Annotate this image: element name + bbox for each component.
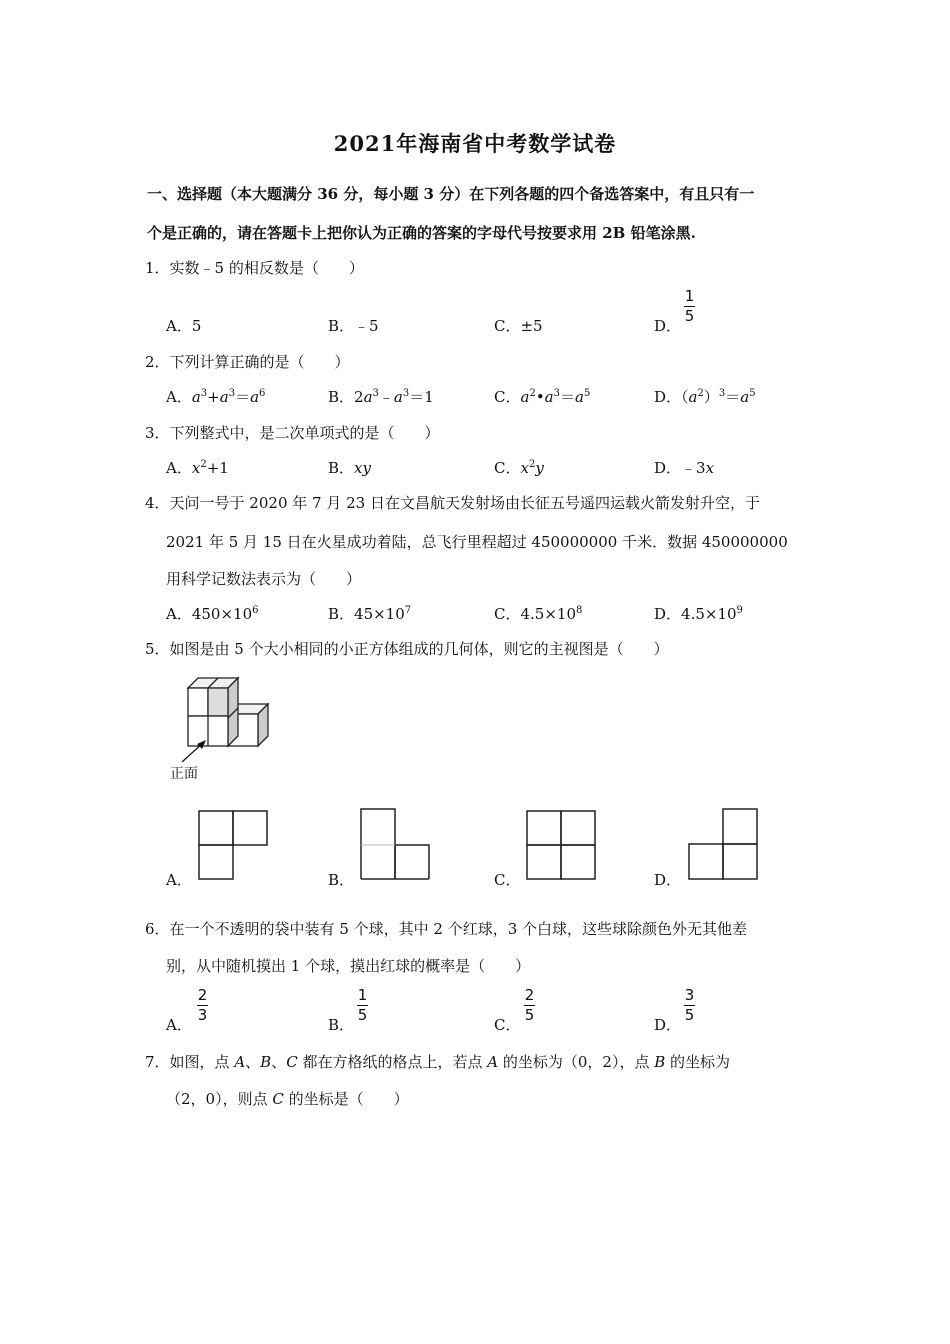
- page-title: 2021年海南省中考数学试卷: [333, 131, 617, 156]
- q2-option-c-label: C．: [494, 388, 521, 406]
- q4-option-d[interactable]: [654, 603, 743, 624]
- fraction-denominator: 5: [524, 1006, 535, 1024]
- fraction-denominator: 3: [197, 1006, 208, 1024]
- q2-option-c-formula: $a^2•a^3=a^5$: [520, 388, 591, 406]
- point-a-label: A: [487, 1053, 499, 1071]
- q6-option-a[interactable]: [166, 1014, 192, 1035]
- q5-option-a[interactable]: [166, 869, 192, 890]
- q1-option-a[interactable]: [166, 315, 201, 336]
- question-4-line2: 2021 年 5 月 15 日在火星成功着陆，总飞行里程超过 450000000 千米．数据 450000000: [166, 533, 788, 551]
- q3-option-c[interactable]: [494, 457, 544, 478]
- q5-option-c[interactable]: [494, 869, 520, 890]
- q3-option-b[interactable]: [328, 457, 371, 478]
- q2-option-b-label: B．: [328, 388, 355, 406]
- q1-option-d-label: D．: [654, 317, 682, 335]
- fraction-numerator: 2: [524, 986, 535, 1004]
- point-b-label: B: [260, 1053, 272, 1071]
- q1-option-c[interactable]: [494, 315, 543, 336]
- q1-option-d-fraction: [684, 288, 695, 325]
- q1-option-a-text: 5: [191, 317, 202, 335]
- point-a-label: A: [234, 1053, 246, 1071]
- fraction-denominator: 5: [684, 307, 695, 325]
- question-3-stem: 3．下列整式中，是二次单项式的是（ ）: [145, 424, 440, 442]
- q5-option-a-label: A．: [166, 871, 192, 889]
- q4-option-b-label: B．: [328, 605, 355, 623]
- q6-option-c[interactable]: [494, 1014, 520, 1035]
- q2-option-d-formula: $(a^2)^3=a^5$: [681, 388, 756, 406]
- q3-option-a-label: A．: [166, 459, 192, 477]
- fraction-numerator: 3: [684, 986, 695, 1004]
- fraction-numerator: 1: [684, 287, 695, 305]
- q5-option-b-label: B．: [328, 871, 355, 889]
- q3-option-a-formula: $x^2+1$: [191, 459, 229, 477]
- q6-option-b-label: B．: [328, 1016, 355, 1034]
- fraction-denominator: 5: [684, 1006, 695, 1024]
- section-instructions-line2: 个是正确的，请在答题卡上把你认为正确的答案的字母代号按要求用 2B 铅笔涂黑.: [147, 224, 696, 242]
- q3-option-c-label: C．: [494, 459, 521, 477]
- q4-option-c-formula: $4.5\times 10^8$: [520, 605, 583, 623]
- q3-option-d-text: ﹣3: [681, 459, 706, 477]
- q7-text: （2，0），则点: [166, 1090, 273, 1108]
- q5-option-b[interactable]: [328, 869, 354, 890]
- q2-option-a-formula: $a^3+a^3=a^6$: [191, 388, 266, 406]
- q3-option-c-formula: $x^2y$: [520, 459, 544, 477]
- q7-text: 的坐标是（ ）: [283, 1090, 409, 1108]
- question-1-stem: 1．实数﹣5 的相反数是（ ）: [145, 259, 364, 277]
- q6-option-b-fraction: [357, 987, 368, 1024]
- front-view-label: 正面: [170, 766, 198, 782]
- fraction-denominator: 5: [357, 1006, 368, 1024]
- q5-option-b-figure: [360, 808, 432, 880]
- section-instructions-line1: 一、选择题（本大题满分 36 分，每小题 3 分）在下列各题的四个备选答案中，有且只有一: [147, 185, 755, 203]
- q5-option-d-label: D．: [654, 871, 682, 889]
- q5-option-d-figure: [688, 808, 760, 880]
- q6-option-c-label: C．: [494, 1016, 521, 1034]
- q2-option-d[interactable]: [654, 386, 756, 407]
- q7-text: 的坐标为: [665, 1053, 731, 1071]
- q1-option-a-label: A．: [166, 317, 192, 335]
- question-7-line1: [145, 1051, 730, 1072]
- q4-option-a[interactable]: [166, 603, 259, 624]
- q1-option-b[interactable]: [328, 315, 379, 336]
- q3-option-d-label: D．: [654, 459, 682, 477]
- q6-option-b[interactable]: [328, 1014, 354, 1035]
- q2-option-b[interactable]: [328, 386, 434, 407]
- q5-option-d[interactable]: [654, 869, 681, 890]
- q3-option-b-formula: xy: [354, 459, 371, 477]
- q3-option-d[interactable]: D．﹣3x: [654, 459, 715, 477]
- q1-option-d[interactable]: [654, 315, 681, 336]
- point-c-label: C: [272, 1090, 284, 1108]
- q4-option-c[interactable]: [494, 603, 582, 624]
- q4-option-a-label: A．: [166, 605, 192, 623]
- point-b-label: B: [654, 1053, 666, 1071]
- q4-option-c-label: C．: [494, 605, 521, 623]
- q4-option-b[interactable]: [328, 603, 411, 624]
- q6-option-d-fraction: [684, 987, 695, 1024]
- fraction-numerator: 2: [197, 986, 208, 1004]
- q6-option-a-label: A．: [166, 1016, 192, 1034]
- q1-option-c-text: ±5: [520, 317, 543, 335]
- q6-option-d-label: D．: [654, 1016, 682, 1034]
- fraction-numerator: 1: [357, 986, 368, 1004]
- q1-option-c-label: C．: [494, 317, 521, 335]
- q2-option-d-label: D．: [654, 388, 682, 406]
- q6-option-a-fraction: [197, 987, 208, 1024]
- q3-option-b-label: B．: [328, 459, 355, 477]
- q2-option-c[interactable]: [494, 386, 590, 407]
- q7-text: 都在方格纸的格点上，若点: [297, 1053, 488, 1071]
- q5-option-c-label: C．: [494, 871, 521, 889]
- question-5-stem: 5．如图是由 5 个大小相同的小正方体组成的几何体，则它的主视图是（ ）: [145, 640, 669, 658]
- question-2-stem: 2．下列计算正确的是（ ）: [145, 353, 350, 371]
- q4-option-d-formula: $4.5\times 10^9$: [681, 605, 743, 623]
- question-6-line1: 6．在一个不透明的袋中装有 5 个球，其中 2 个红球，3 个白球，这些球除颜色外无其他差: [145, 920, 748, 938]
- q4-option-d-label: D．: [654, 605, 682, 623]
- q7-text: 的坐标为（0，2），点: [498, 1053, 655, 1071]
- q2-option-a-label: A．: [166, 388, 192, 406]
- point-c-label: C: [286, 1053, 298, 1071]
- q7-text: 7．如图，点: [145, 1053, 235, 1071]
- q2-option-b-formula: $2a^3﹣a^3=1$: [354, 388, 434, 406]
- q6-option-d[interactable]: [654, 1014, 681, 1035]
- q3-option-a[interactable]: [166, 457, 229, 478]
- q6-option-c-fraction: [524, 987, 535, 1024]
- question-7-line2: [166, 1088, 409, 1109]
- q7-separator: 、: [271, 1053, 287, 1071]
- question-6-line2: 别，从中随机摸出 1 个球，摸出红球的概率是（ ）: [166, 957, 531, 975]
- q1-option-b-text: ﹣5: [354, 317, 379, 335]
- q4-option-b-formula: $45\times 10^7$: [354, 605, 412, 623]
- question-4-line1: 4．天问一号于 2020 年 7 月 23 日在文昌航天发射场由长征五号遥四运载火箭发射升空，于: [145, 494, 760, 512]
- q5-option-c-figure: [526, 810, 598, 880]
- q4-option-a-formula: $450\times 10^6$: [191, 605, 259, 623]
- q2-option-a[interactable]: [166, 386, 265, 407]
- q7-separator: 、: [245, 1053, 261, 1071]
- q1-option-b-label: B．: [328, 317, 355, 335]
- q5-option-a-figure: [198, 810, 270, 880]
- question-4-line3: 用科学记数法表示为（ ）: [166, 570, 362, 588]
